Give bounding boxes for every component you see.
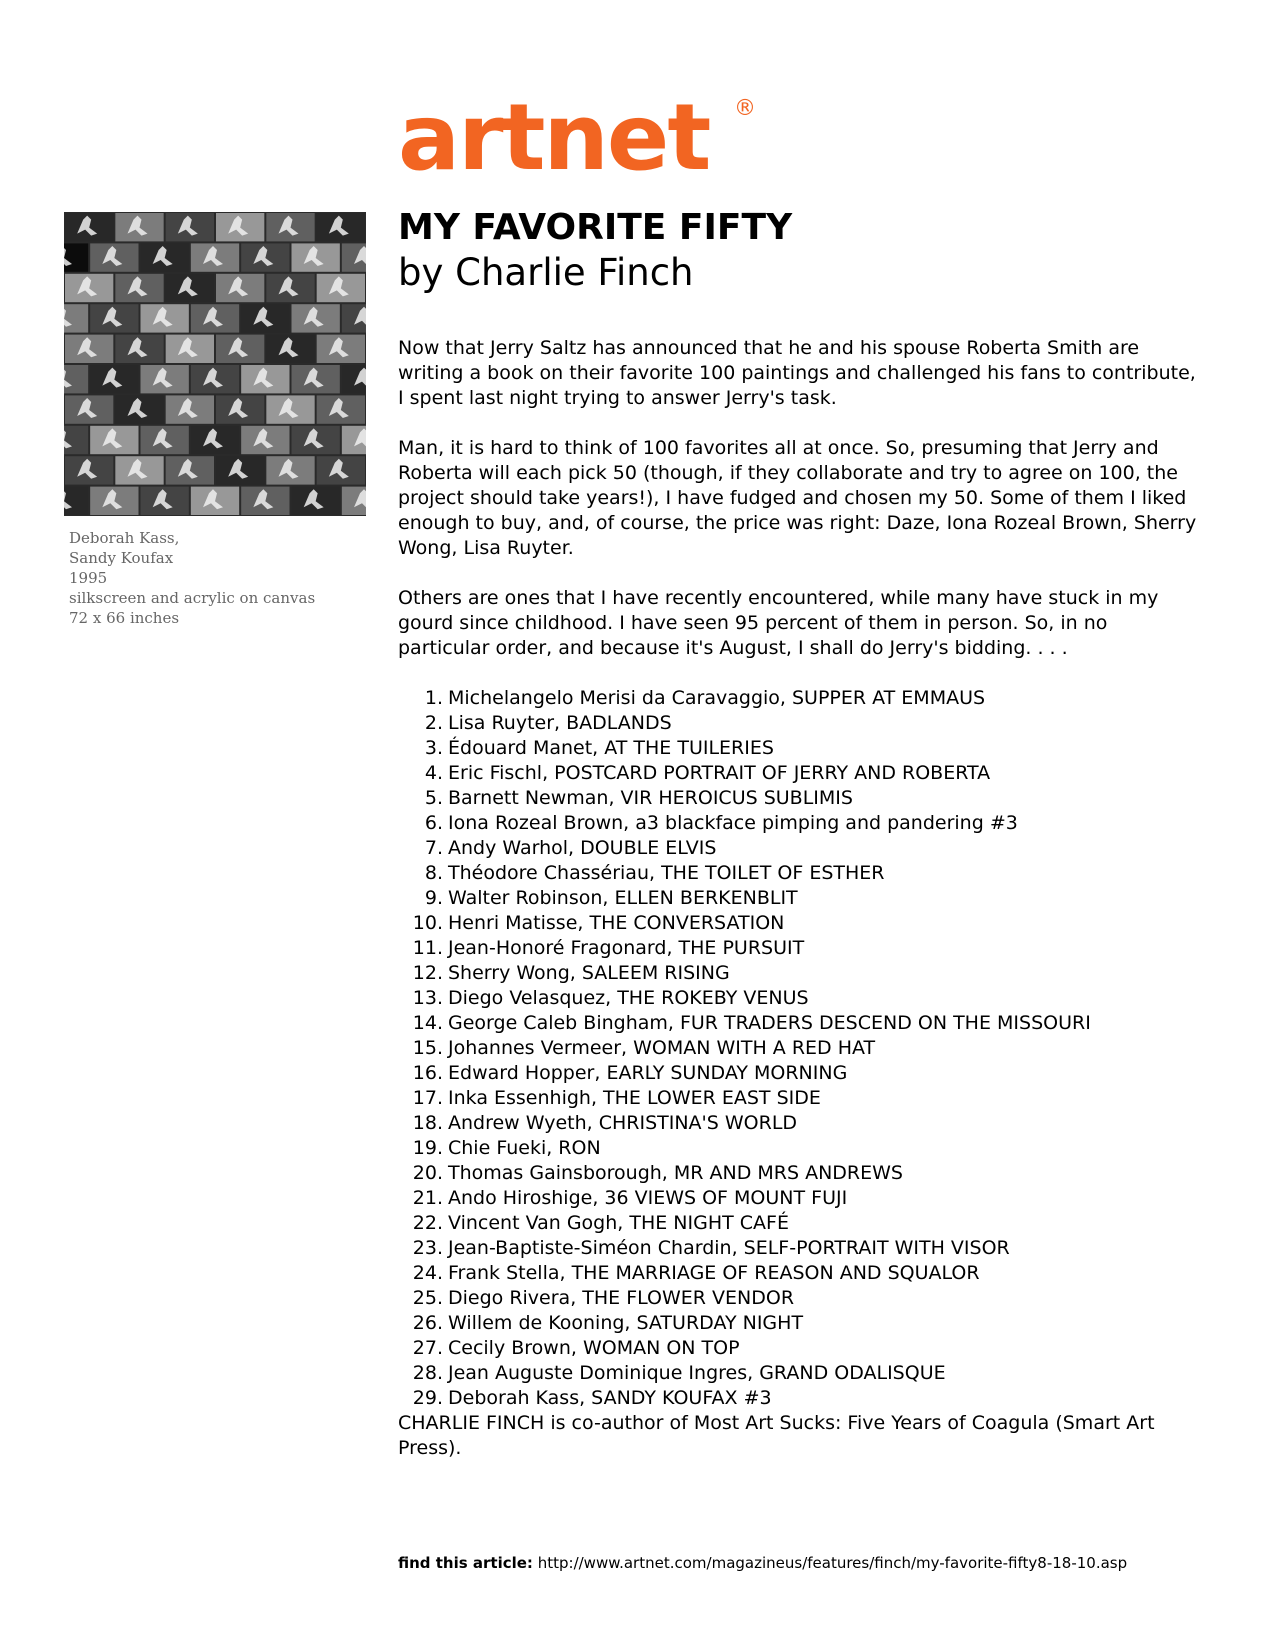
list-number: 24. <box>412 1262 443 1284</box>
favorites-list <box>398 686 1198 1411</box>
list-text: Jean-Honoré Fragonard, THE PURSUIT <box>448 937 805 959</box>
logo-text: artnet <box>398 84 710 191</box>
list-text: Andrew Wyeth, CHRISTINA'S WORLD <box>448 1112 798 1134</box>
list-number: 26. <box>412 1312 443 1334</box>
list-number: 28. <box>412 1362 443 1384</box>
caption-medium: silkscreen and acrylic on canvas <box>69 589 316 607</box>
list-item <box>398 936 1198 961</box>
artwork-image <box>64 212 366 516</box>
list-text: Édouard Manet, AT THE TUILERIES <box>448 737 774 759</box>
list-text: Andy Warhol, DOUBLE ELVIS <box>448 837 717 859</box>
list-number: 11. <box>412 937 443 959</box>
list-text: Barnett Newman, VIR HEROICUS SUBLIMIS <box>448 787 853 809</box>
paragraph: Man, it is hard to think of 100 favorites all at once. So, presuming that Jerry and Roberta will each pick 50 (though, if they collaborate and try to agree on 100, the project should take years!), I have fudged and chosen my 50. Some of them I liked enough to buy, and, of course, the price was right: Daze, Iona Rozeal Brown, Sherry Wong, Lisa Ruyter. <box>398 437 1197 559</box>
list-number: 15. <box>412 1037 443 1059</box>
list-number: 16. <box>412 1062 443 1084</box>
list-text: Cecily Brown, WOMAN ON TOP <box>448 1337 740 1359</box>
list-text: Henri Matisse, THE CONVERSATION <box>448 912 785 934</box>
list-item <box>398 911 1198 936</box>
list-number: 14. <box>412 1012 443 1034</box>
list-number: 19. <box>412 1137 443 1159</box>
list-number: 20. <box>412 1162 443 1184</box>
list-number: 21. <box>412 1187 443 1209</box>
list-item <box>398 1261 1198 1286</box>
list-text: Thomas Gainsborough, MR AND MRS ANDREWS <box>448 1162 903 1184</box>
list-text: Chie Fueki, RON <box>448 1137 601 1159</box>
list-text: Inka Essenhigh, THE LOWER EAST SIDE <box>448 1087 821 1109</box>
caption-artist: Deborah Kass, <box>69 529 180 547</box>
list-number: 7. <box>424 837 443 859</box>
list-item <box>398 1086 1198 1111</box>
list-item <box>398 986 1198 1011</box>
list-number: 6. <box>424 812 443 834</box>
image-caption <box>69 528 359 628</box>
grid-tile <box>64 487 88 515</box>
find-label: find this article: <box>398 1554 533 1572</box>
list-text: Deborah Kass, SANDY KOUFAX #3 <box>448 1387 772 1409</box>
paragraph: Now that Jerry Saltz has announced that he and his spouse Roberta Smith are writing a book on their favorite 100 paintings and challenged his fans to contribute, I spent last night trying to answer Jerry's task. <box>398 337 1196 409</box>
registered-mark: ® <box>734 96 756 121</box>
grid-tile <box>64 243 88 271</box>
list-item <box>398 1011 1198 1036</box>
list-text: Vincent Van Gogh, THE NIGHT CAFÉ <box>448 1212 789 1234</box>
list-text: Eric Fischl, POSTCARD PORTRAIT OF JERRY AND ROBERTA <box>448 762 991 784</box>
list-text: Michelangelo Merisi da Caravaggio, SUPPER AT EMMAUS <box>448 687 986 709</box>
list-number: 29. <box>412 1387 443 1409</box>
list-item <box>398 1236 1198 1261</box>
list-item <box>398 1336 1198 1361</box>
paragraph: Others are ones that I have recently encountered, while many have stuck in my gourd since childhood. I have seen 95 percent of them in person. So, in no particular order, and because it's August, I shall do Jerry's bidding. . . . <box>398 587 1159 659</box>
list-item <box>398 711 1198 736</box>
grid-tile <box>64 365 88 393</box>
list-number: 18. <box>412 1112 443 1134</box>
article-url[interactable]: http://www.artnet.com/magazineus/features/finch/my-favorite-fifty8-18-10.asp <box>537 1554 1128 1572</box>
list-item <box>398 736 1198 761</box>
list-item <box>398 1311 1198 1336</box>
list-item <box>398 886 1198 911</box>
list-number: 27. <box>412 1337 443 1359</box>
list-number: 10. <box>412 912 443 934</box>
list-item <box>398 1161 1198 1186</box>
list-text: Ando Hiroshige, 36 VIEWS OF MOUNT FUJI <box>448 1187 848 1209</box>
list-item <box>398 1361 1198 1386</box>
list-item <box>398 1136 1198 1161</box>
list-text: Diego Rivera, THE FLOWER VENDOR <box>448 1287 795 1309</box>
author-bio: CHARLIE FINCH is co-author of Most Art Sucks: Five Years of Coagula (Smart Art Press). <box>398 1412 1155 1459</box>
list-text: Walter Robinson, ELLEN BERKENBLIT <box>448 887 798 909</box>
list-number: 5. <box>424 787 443 809</box>
list-text: Iona Rozeal Brown, a3 blackface pimping and pandering #3 <box>448 812 1018 834</box>
caption-title: Sandy Koufax <box>69 549 174 567</box>
list-text: Jean-Baptiste-Siméon Chardin, SELF-PORTRAIT WITH VISOR <box>448 1237 1010 1259</box>
list-item <box>398 761 1198 786</box>
caption-dimensions: 72 x 66 inches <box>69 609 180 627</box>
list-item <box>398 1111 1198 1136</box>
list-text: Frank Stella, THE MARRIAGE OF REASON AND SQUALOR <box>448 1262 980 1284</box>
list-number: 17. <box>412 1087 443 1109</box>
list-text: Sherry Wong, SALEEM RISING <box>448 962 730 984</box>
list-number: 12. <box>412 962 443 984</box>
list-item <box>398 686 1198 711</box>
list-item <box>398 1286 1198 1311</box>
list-item <box>398 1186 1198 1211</box>
list-number: 22. <box>412 1212 443 1234</box>
grid-tile <box>64 304 88 332</box>
list-number: 13. <box>412 987 443 1009</box>
article-byline: by Charlie Finch <box>398 251 694 294</box>
list-number: 3. <box>424 737 443 759</box>
list-number: 9. <box>424 887 443 909</box>
list-item <box>398 961 1198 986</box>
list-item <box>398 1061 1198 1086</box>
list-text: Diego Velasquez, THE ROKEBY VENUS <box>448 987 809 1009</box>
list-text: Johannes Vermeer, WOMAN WITH A RED HAT <box>448 1037 876 1059</box>
list-item <box>398 811 1198 836</box>
list-item <box>398 1386 1198 1411</box>
list-number: 4. <box>424 762 443 784</box>
list-text: Edward Hopper, EARLY SUNDAY MORNING <box>448 1062 848 1084</box>
list-item <box>398 861 1198 886</box>
artnet-logo[interactable] <box>398 84 756 191</box>
list-number: 25. <box>412 1287 443 1309</box>
grid-tile <box>64 426 88 454</box>
list-item <box>398 1211 1198 1236</box>
list-number: 1. <box>424 687 443 709</box>
list-item <box>398 786 1198 811</box>
article-title: MY FAVORITE FIFTY <box>398 207 793 248</box>
list-text: Jean Auguste Dominique Ingres, GRAND ODALISQUE <box>448 1362 946 1384</box>
silkscreen-grid <box>64 212 366 516</box>
list-number: 2. <box>424 712 443 734</box>
list-text: Lisa Ruyter, BADLANDS <box>448 712 672 734</box>
caption-year: 1995 <box>69 569 108 587</box>
list-item <box>398 1036 1198 1061</box>
list-text: Willem de Kooning, SATURDAY NIGHT <box>448 1312 804 1334</box>
article-body <box>398 336 1198 1486</box>
find-article <box>398 1554 1127 1572</box>
list-text: George Caleb Bingham, FUR TRADERS DESCEND ON THE MISSOURI <box>448 1012 1091 1034</box>
list-item <box>398 836 1198 861</box>
list-number: 23. <box>412 1237 443 1259</box>
list-number: 8. <box>424 862 443 884</box>
list-text: Théodore Chassériau, THE TOILET OF ESTHER <box>448 862 885 884</box>
